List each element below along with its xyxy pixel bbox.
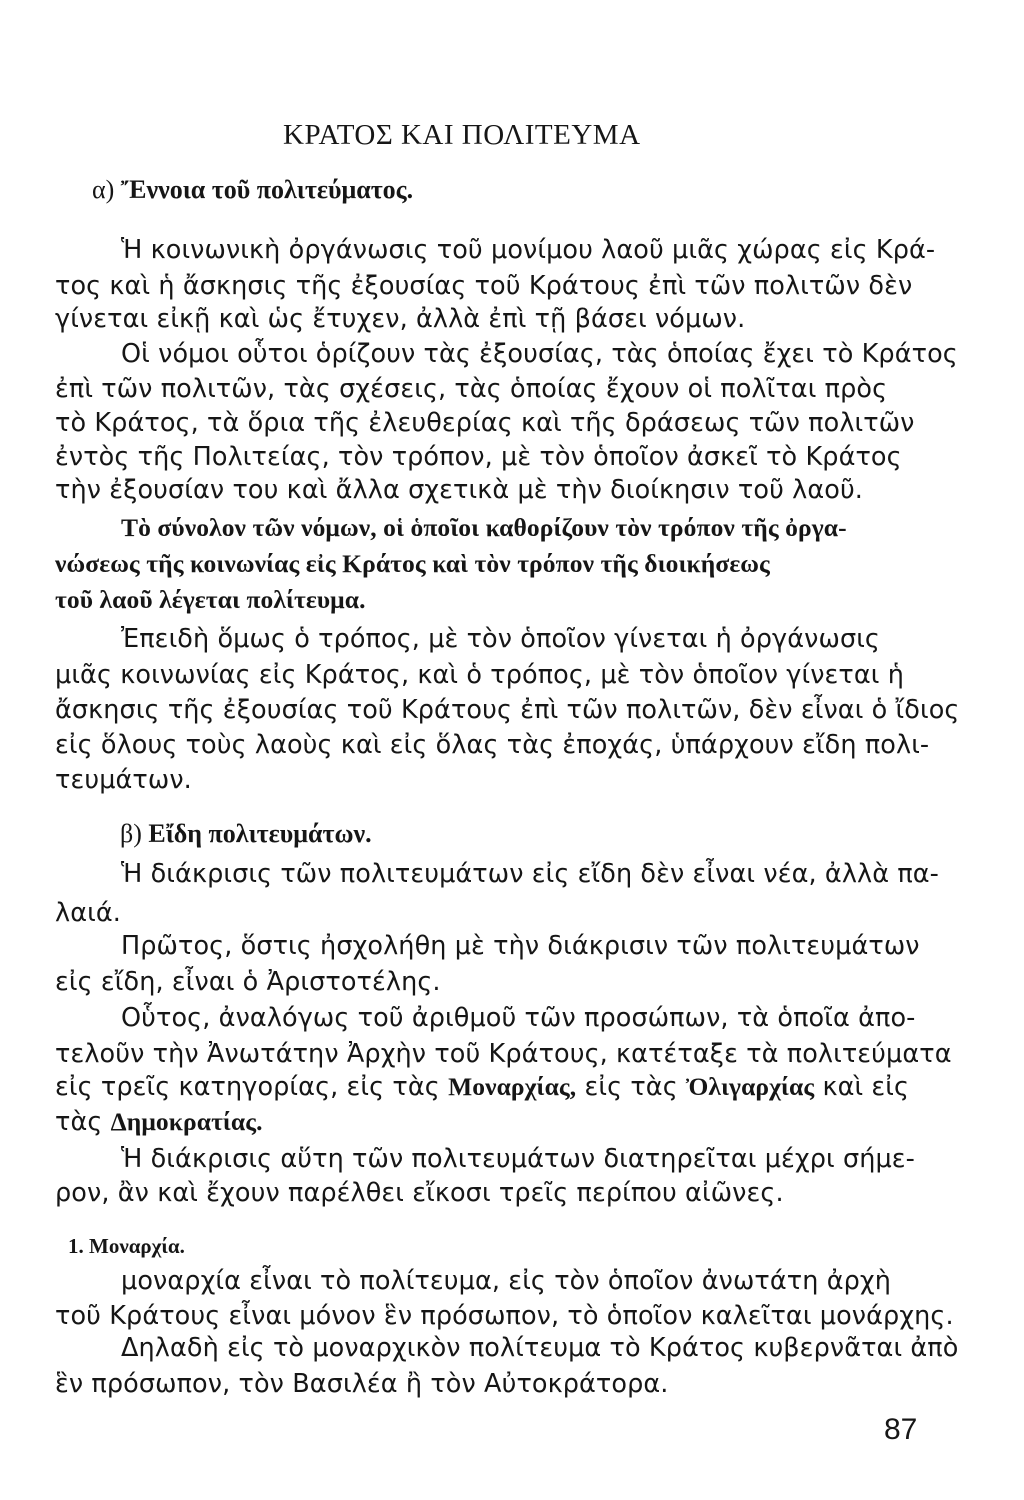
term-oligarchy: Ὀλιγαρχίας xyxy=(685,1072,815,1101)
text-run: καὶ εἰς xyxy=(822,1072,910,1102)
term-monarchy: Μοναρχίας, xyxy=(448,1072,577,1101)
paragraph-line: Ἡ κοινωνικὴ ὀργάνωσις τοῦ μονίμου λαοῦ μιᾶς χώρας εἰς Κρά- xyxy=(121,235,936,265)
definition-line: τοῦ λαοῦ λέγεται πολίτευμα. xyxy=(55,585,366,614)
paragraph-line xyxy=(55,1106,263,1138)
definition-line: Τὸ σύνολον τῶν νόμων, οἱ ὁποῖοι καθορίζουν τὸν τρόπον τῆς ὀργα- xyxy=(121,513,847,542)
section-a-heading xyxy=(92,174,413,206)
paragraph-line: Πρῶτος, ὅστις ἠσχολήθη μὲ τὴν διάκρισιν τῶν πολιτευμάτων xyxy=(121,931,920,961)
section-a-label: α) xyxy=(92,175,115,204)
paragraph-line xyxy=(55,1071,909,1103)
paragraph-line: ἐπὶ τῶν πολιτῶν, τὰς σχέσεις, τὰς ὁποίας ἔχουν οἱ πολῖται πρὸς xyxy=(55,374,888,404)
section-b-heading xyxy=(120,818,372,850)
paragraph-line: τοῦ Κράτους εἶναι μόνον ἓν πρόσωπον, τὸ ὁποῖον καλεῖται μονάρχης. xyxy=(55,1301,954,1331)
section-1-heading: 1. Μοναρχία. xyxy=(68,1234,185,1258)
paragraph-line: μιᾶς κοινωνίας εἰς Κράτος, καὶ ὁ τρόπος, μὲ τὸν ὁποῖον γίνεται ἡ xyxy=(55,660,904,690)
paragraph-line: Δηλαδὴ εἰς τὸ μοναρχικὸν πολίτευμα τὸ Κράτος κυβερνᾶται ἀπὸ xyxy=(121,1333,959,1363)
page-title: ΚΡΑΤΟΣ ΚΑΙ ΠΟΛΙΤΕΥΜΑ xyxy=(283,119,641,151)
paragraph-line: Ἐπειδὴ ὅμως ὁ τρόπος, μὲ τὸν ὁποῖον γίνεται ἡ ὀργάνωσις xyxy=(121,624,880,654)
paragraph-line: Οὗτος, ἀναλόγως τοῦ ἀριθμοῦ τῶν προσώπων, τὰ ὁποῖα ἀπο- xyxy=(121,1003,916,1033)
text-run: εἰς τρεῖς κατηγορίας, εἰς τὰς xyxy=(55,1072,440,1102)
paragraph-line: τὴν ἐξουσίαν του καὶ ἄλλα σχετικὰ μὲ τὴν διοίκησιν τοῦ λαοῦ. xyxy=(55,475,864,505)
section-b-label: β) xyxy=(120,819,142,848)
section-b-title: Εἴδη πολιτευμάτων. xyxy=(148,819,372,848)
paragraph-line: μοναρχία εἶναι τὸ πολίτευμα, εἰς τὸν ὁποῖον ἀνωτάτη ἀρχὴ xyxy=(121,1266,892,1296)
paragraph-line: τευμάτων. xyxy=(55,765,192,795)
paragraph-line: τὸ Κράτος, τὰ ὅρια τῆς ἐλευθερίας καὶ τῆς δράσεως τῶν πολιτῶν xyxy=(55,408,915,438)
paragraph-line: γίνεται εἰκῇ καὶ ὡς ἔτυχεν, ἀλλὰ ἐπὶ τῇ βάσει νόμων. xyxy=(55,304,746,334)
page-number: 87 xyxy=(884,1413,918,1446)
paragraph-line: Οἱ νόμοι οὗτοι ὁρίζουν τὰς ἐξουσίας, τὰς ὁποίας ἔχει τὸ Κράτος xyxy=(121,339,958,369)
paragraph-line: Ἡ διάκρισις τῶν πολιτευμάτων εἰς εἴδη δὲν εἶναι νέα, ἀλλὰ πα- xyxy=(121,859,939,889)
paragraph-line: Ἡ διάκρισις αὕτη τῶν πολιτευμάτων διατηρεῖται μέχρι σήμε- xyxy=(121,1144,915,1174)
paragraph-line: τελοῦν τὴν Ἀνωτάτην Ἀρχὴν τοῦ Κράτους, κατέταξε τὰ πολιτεύματα xyxy=(55,1039,952,1069)
paragraph-line: εἰς ὅλους τοὺς λαοὺς καὶ εἰς ὅλας τὰς ἐποχάς, ὑπάρχουν εἴδη πολι- xyxy=(55,730,930,760)
paragraph-line: τος καὶ ἡ ἄσκησις τῆς ἐξουσίας τοῦ Κράτους ἐπὶ τῶν πολιτῶν δὲν xyxy=(55,271,913,301)
text-run: τὰς xyxy=(55,1107,103,1137)
paragraph-line: λαιά. xyxy=(55,898,121,928)
paragraph-line: ἐντὸς τῆς Πολιτείας, τὸν τρόπον, μὲ τὸν ὁποῖον ἀσκεῖ τὸ Κράτος xyxy=(55,442,902,472)
paragraph-line: εἰς εἴδη, εἶναι ὁ Ἀριστοτέλης. xyxy=(55,967,441,997)
paragraph-line: ἓν πρόσωπον, τὸν Βασιλέα ἢ τὸν Αὐτοκράτορα. xyxy=(55,1369,669,1399)
term-democracy: Δημοκρατίας. xyxy=(110,1107,263,1136)
paragraph-line: ρον, ἂν καὶ ἔχουν παρέλθει εἴκοσι τρεῖς περίπου αἰῶνες. xyxy=(55,1178,784,1208)
text-run: εἰς τὰς xyxy=(584,1072,678,1102)
section-a-title: Ἔννοια τοῦ πολιτεύματος. xyxy=(120,175,414,204)
definition-line: νώσεως τῆς κοινωνίας εἰς Κράτος καὶ τὸν τρόπον τῆς διοικήσεως xyxy=(55,549,770,578)
paragraph-line: ἄσκησις τῆς ἐξουσίας τοῦ Κράτους ἐπὶ τῶν πολιτῶν, δὲν εἶναι ὁ ἴδιος xyxy=(55,695,960,725)
